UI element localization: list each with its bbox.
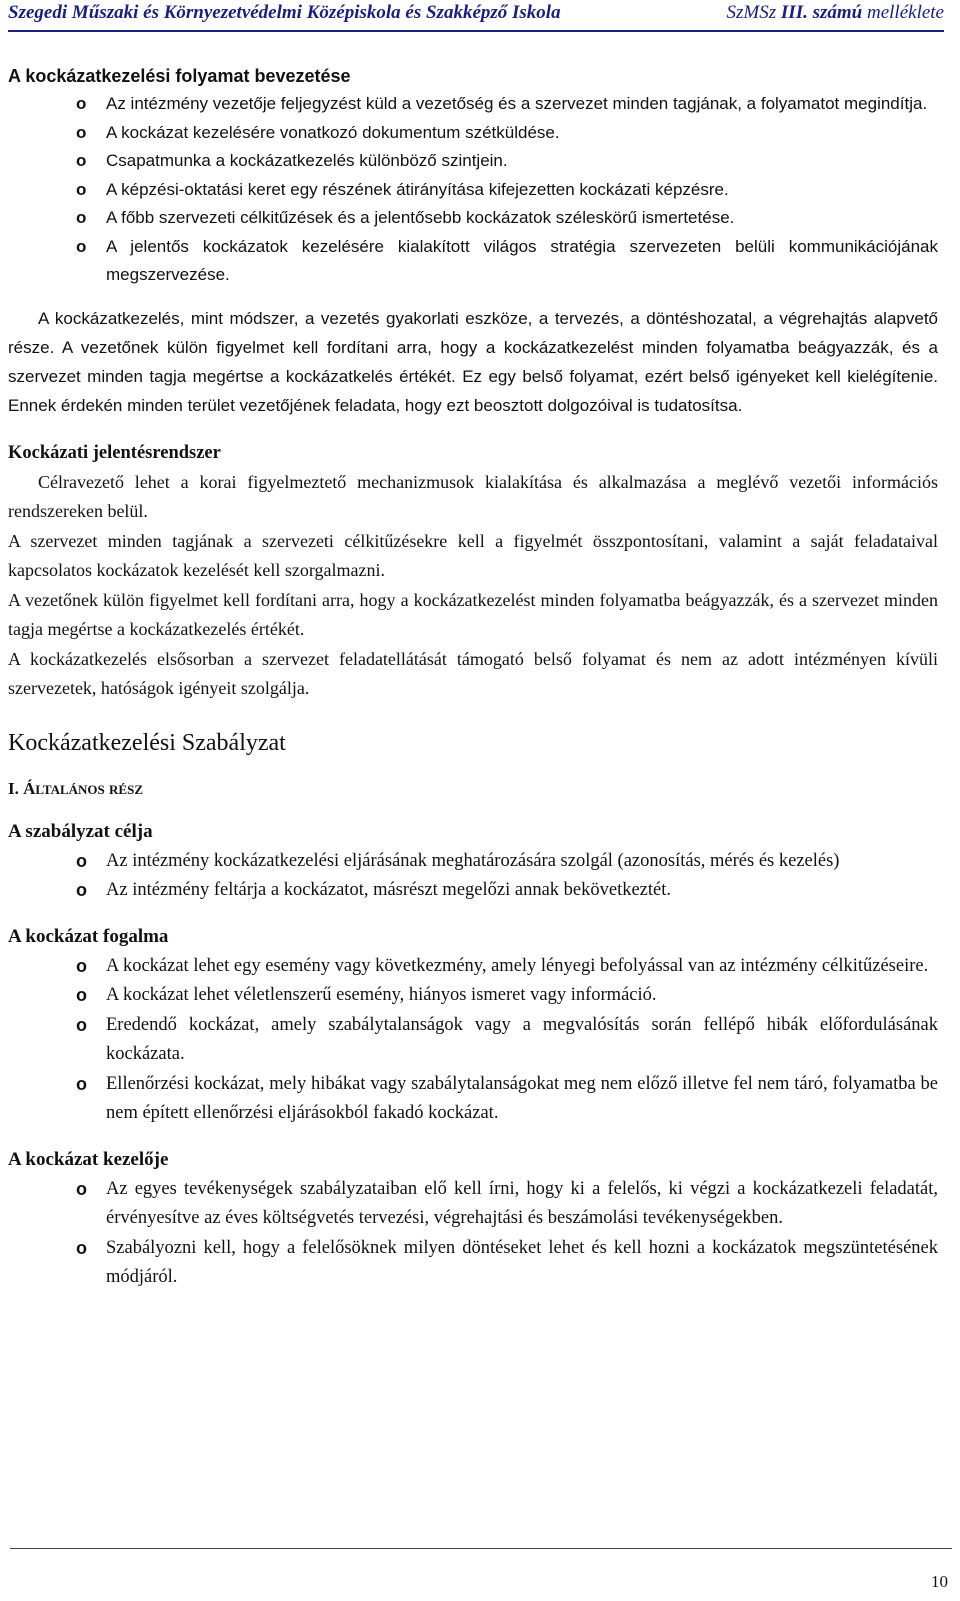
list-item-text: Az egyes tevékenységek szabályzataiban elő kell írni, hogy ki a felelős, ki végzi a kockázatkezeli feladatát, érvényesítve az éves költségvetés tervezési, végrehajtási és beszámolási tevékenységekben.: [106, 1178, 938, 1228]
reporting-paragraph: A kockázatkezelés elsősorban a szervezet feladatellátását támogató belső folyamat és nem az adott intézményen kívüli szervezetek, hatóságok igényeit szolgálja.: [8, 648, 938, 698]
section-list: [8, 847, 938, 906]
list-item: [8, 1234, 938, 1293]
annex-number: III. számú: [780, 2, 863, 23]
footer-rule: [10, 1548, 952, 1549]
section-heading: A kockázat fogalma: [8, 925, 169, 947]
school-name: Szegedi Műszaki és Környezetvédelmi Középiskola és Szakképző Iskola: [8, 2, 561, 23]
bullet-marker: o: [76, 122, 87, 142]
list-item: [8, 876, 938, 906]
annex-prefix: SzMSz: [726, 2, 777, 23]
bullet-marker: o: [76, 1073, 87, 1094]
list-item-text: Az intézmény kockázatkezelési eljárásának meghatározására szolgál (azonosítás, mérés és kezelés): [106, 850, 840, 871]
page-number: 10: [931, 1572, 948, 1591]
section-heading: A kockázat kezelője: [8, 1148, 169, 1170]
list-item: [8, 90, 938, 119]
reporting-paragraph: A vezetőnek külön figyelmet kell fordítani arra, hogy a kockázatkezelést minden folyamatba beágyazzák, és a szervezet minden tagja megértse a kockázatkezelés értékét.: [8, 589, 938, 639]
annex-suffix: melléklete: [866, 2, 944, 23]
policy-title: Kockázatkezelési Szabályzat: [8, 729, 286, 756]
bullet-marker: o: [76, 208, 87, 227]
page-footer: [10, 1548, 952, 1598]
section-heading: A szabályzat célja: [8, 820, 153, 842]
list-item: [8, 952, 938, 982]
list-item: [8, 119, 938, 148]
list-item: [8, 1070, 938, 1129]
header-rule: [8, 30, 944, 32]
reporting-paragraph: Célravezető lehet a korai figyelmeztető mechanizmusok kialakítása és alkalmazása a meglévő vezetői információs rendszereken belül.: [8, 471, 938, 521]
list-item: [8, 981, 938, 1011]
part-number: I.: [8, 778, 19, 798]
list-item-text: A jelentős kockázatok kezelésére kialakított világos stratégia szervezeten belüli kommunikációjának megszervezése.: [106, 236, 938, 284]
part-word-second-rest: ÉSZ: [118, 781, 143, 797]
bullet-marker: o: [76, 985, 87, 1005]
bullet-marker: o: [76, 850, 87, 871]
document-body: [8, 62, 938, 1293]
list-item-text: Eredendő kockázat, amely szabálytalanságok vagy a megvalósítás során fellépő hibák előfordulásának kockázata.: [106, 1014, 938, 1064]
list-item-text: A főbb szervezeti célkitűzések és a jelentősebb kockázatok széleskörű ismertetése.: [106, 208, 735, 227]
list-item: [8, 204, 938, 233]
bullet-marker: o: [76, 1237, 87, 1258]
list-item-text: A kockázat kezelésére vonatkozó dokumentum szétküldése.: [106, 122, 560, 142]
list-item-text: Ellenőrzési kockázat, mely hibákat vagy szabálytalanságokat meg nem előző illetve fel nem táró, folyamatba be nem épített ellenőrzési eljárásokból fakadó kockázat.: [106, 1073, 938, 1123]
bullet-marker: o: [76, 94, 87, 113]
bullet-marker: o: [76, 955, 87, 976]
intro-paragraph: A kockázatkezelés, mint módszer, a vezetés gyakorlati eszköze, a tervezés, a döntéshozatal, a végrehajtás alapvető része. A vezetőnek külön figyelmet kell fordítani arra, hogy a kockázatkezelést minden folyamatba beágyazzák, és a szervezet minden tagja megértse a kockázatkelés értékét. Ez egy belső folyamat, ezért belső igényeket kell kielégítenie. Ennek érdekén minden terület vezetőjének feladata, hogy ezt beosztott dolgozóival is tudatosítsa.: [8, 308, 938, 415]
intro-list: [8, 90, 938, 290]
intro-heading: A kockázatkezelési folyamat bevezetése: [8, 66, 351, 86]
list-item-text: Az intézmény feltárja a kockázatot, másrészt megelőzi annak bekövetkeztét.: [106, 880, 672, 900]
list-item: [8, 233, 938, 290]
section-list: [8, 1175, 938, 1293]
bullet-marker: o: [76, 1014, 87, 1035]
list-item-text: Szabályozni kell, hogy a felelősöknek milyen döntéseket lehet és kell hozni a kockázatok megszüntetésének módjáról.: [106, 1237, 938, 1287]
bullet-marker: o: [76, 179, 87, 199]
list-item-text: A kockázat lehet egy esemény vagy következmény, amely lényegi befolyással van az intézmény célkitűzéseire.: [106, 955, 929, 976]
list-item-text: A képzési-oktatási keret egy részének átirányítása kifejezetten kockázati képzésre.: [106, 179, 729, 199]
part-word-rest: LTALÁNOS: [35, 781, 105, 797]
page-header: [8, 0, 944, 36]
list-item: [8, 176, 938, 205]
list-item: [8, 1011, 938, 1070]
bullet-marker: o: [76, 1178, 87, 1199]
part-word-second-initial: R: [109, 781, 119, 797]
bullet-marker: o: [76, 880, 87, 900]
list-item-text: Az intézmény vezetője feljegyzést küld a vezetőség és a szervezet minden tagjának, a folyamatot megindítja.: [106, 94, 928, 113]
bullet-marker: o: [76, 236, 87, 256]
list-item-text: Csapatmunka a kockázatkezelés különböző szintjein.: [106, 151, 508, 170]
list-item: [8, 847, 938, 877]
list-item-text: A kockázat lehet véletlenszerű esemény, hiányos ismeret vagy információ.: [106, 985, 657, 1005]
reporting-heading: Kockázati jelentésrendszer: [8, 442, 221, 463]
list-item: [8, 1175, 938, 1234]
bullet-marker: o: [76, 151, 87, 170]
list-item: [8, 147, 938, 176]
part-word-initial: Á: [23, 778, 36, 798]
part-heading: [8, 779, 938, 799]
reporting-paragraph: A szervezet minden tagjának a szervezeti célkitűzésekre kell a figyelmét összpontosítani, valamint a saját feladataival kapcsolatos kockázatok kezelését kell szorgalmazni.: [8, 530, 938, 580]
part-word-second: [109, 782, 143, 797]
section-list: [8, 952, 938, 1129]
annex-label: [727, 2, 944, 24]
